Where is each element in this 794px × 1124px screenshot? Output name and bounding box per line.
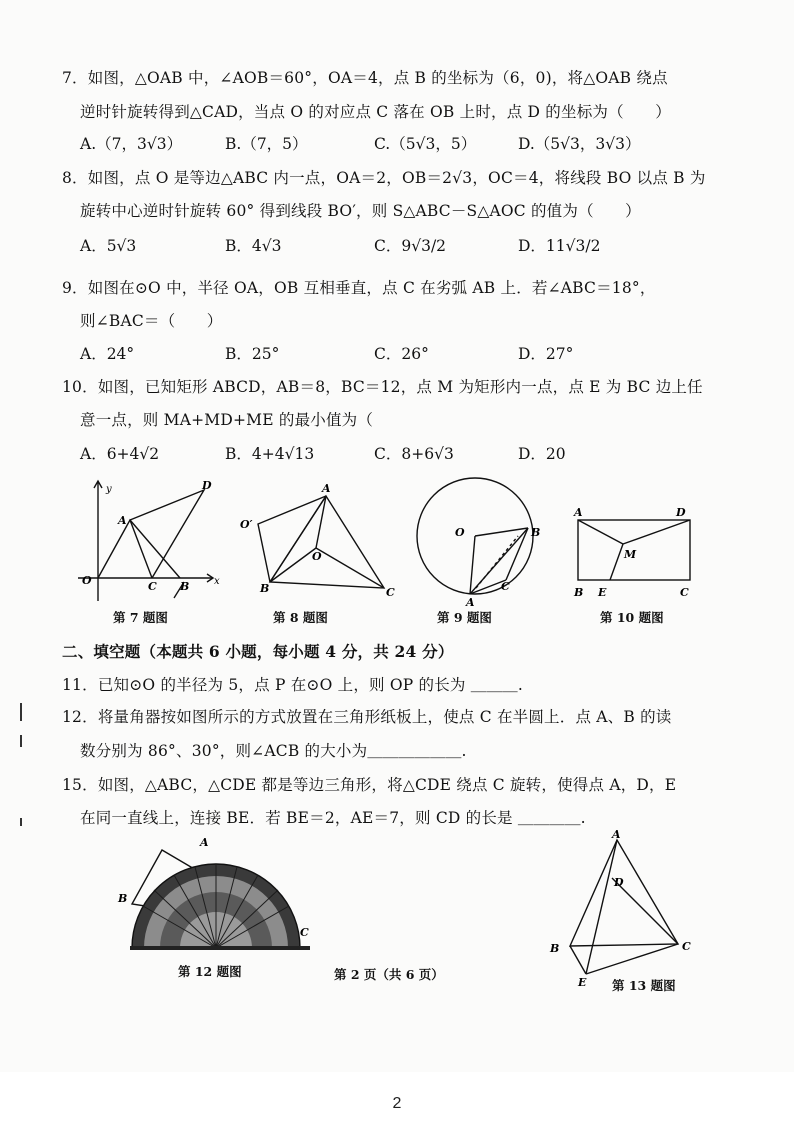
fig13-label-a: A <box>612 828 621 841</box>
fig8-label-o: O <box>312 550 322 563</box>
fig13-label-c: C <box>682 940 691 953</box>
fig10-label-d: D <box>676 506 686 519</box>
q10-line1: 10．如图，已知矩形 ABCD，AB＝8，BC＝12，点 M 为矩形内一点，点 E 为 BC 边上任 <box>62 378 703 396</box>
q8-line1: 8．如图，点 O 是等边△ABC 内一点，OA＝2，OB＝2√3，OC＝4，将线段 BO 以点 B 为 <box>62 169 706 187</box>
fig9-label-c: C <box>501 580 510 593</box>
fig7-label-x: x <box>214 576 220 587</box>
figure-q8 <box>232 476 402 606</box>
figure-q7 <box>70 476 230 606</box>
q9-option-c: C．26° <box>374 345 429 363</box>
figure-q10 <box>566 496 706 606</box>
fig7-label-d: D <box>202 479 212 492</box>
fig7-label-c: C <box>148 580 157 593</box>
fig7-label-o: O <box>82 574 92 587</box>
fig9-label-o: O <box>455 526 465 539</box>
fig7-label-a: A <box>118 514 127 527</box>
q11-text: 11．已知⊙O 的半径为 5，点 P 在⊙O 上，则 OP 的长为 ＿＿＿. <box>62 676 523 694</box>
q8-option-b: B．4√3 <box>225 237 282 255</box>
fig10-label-c: C <box>680 586 689 599</box>
q9-option-d: D．27° <box>518 345 574 363</box>
page-info: 第 2 页（共 6 页） <box>334 967 444 982</box>
fig9-label-b: B <box>531 526 541 539</box>
fig10-caption: 第 10 题图 <box>600 610 664 625</box>
q7-line2: 逆时针旋转得到△CAD，当点 O 的对应点 C 落在 OB 上时，点 D 的坐标为（ ） <box>80 103 671 121</box>
fig13-label-b: B <box>550 942 560 955</box>
margin-mark <box>20 703 22 721</box>
q12-line1: 12．将量角器按如图所示的方式放置在三角形纸板上，使点 C 在半圆上．点 A、B 的读 <box>62 708 672 726</box>
q7-option-d: D.（5√3，3√3） <box>518 135 641 153</box>
q8-option-c: C．9√3/2 <box>374 237 447 255</box>
q10-option-c: C．8+6√3 <box>374 445 454 463</box>
margin-mark <box>20 735 22 747</box>
figure-q12 <box>110 832 330 957</box>
q15-line1: 15．如图，△ABC，△CDE 都是等边三角形，将△CDE 绕点 C 旋转，使得点 A，D，E <box>62 776 677 794</box>
margin-mark <box>20 818 22 826</box>
q9-option-b: B．25° <box>225 345 280 363</box>
q12-line2: 数分别为 86°、30°，则∠ACB 的大小为＿＿＿＿＿＿. <box>80 742 467 760</box>
q8-option-d: D．11√3/2 <box>518 237 601 255</box>
section-fill-in-blank-title: 二、填空题（本题共 6 小题，每小题 4 分，共 24 分） <box>62 642 454 661</box>
fig10-label-e: E <box>598 586 607 599</box>
q7-option-c: C.（5√3，5） <box>374 135 477 153</box>
q10-option-d: D．20 <box>518 445 566 463</box>
fig12-caption: 第 12 题图 <box>178 964 242 979</box>
q7-option-b: B.（7，5） <box>225 135 308 153</box>
q7-line1: 7．如图，△OAB 中，∠AOB＝60°，OA＝4，点 B 的坐标为（6，0)，将△OAB 绕点 <box>62 69 668 87</box>
q8-line2: 旋转中心逆时针旋转 60° 得到线段 BO′，则 S△ABC－S△AOC 的值为（ ） <box>80 202 641 220</box>
fig9-label-a: A <box>466 596 475 608</box>
fig13-caption: 第 13 题图 <box>612 978 676 993</box>
q10-option-b: B．4+4√13 <box>225 445 315 463</box>
fig7-label-b: B <box>180 580 190 593</box>
fig8-label-c: C <box>386 586 395 599</box>
q8-option-a: A．5√3 <box>80 237 137 255</box>
q15-line2: 在同一直线上，连接 BE．若 BE＝2，AE＝7，则 CD 的长是 ＿＿＿＿. <box>80 809 586 827</box>
page-number: 2 <box>392 1095 402 1112</box>
fig7-caption: 第 7 题图 <box>113 610 168 625</box>
fig9-caption: 第 9 题图 <box>437 610 492 625</box>
fig10-label-b: B <box>574 586 584 599</box>
q9-line2: 则∠BAC＝（ ） <box>80 312 223 330</box>
fig10-label-m: M <box>624 548 637 561</box>
fig13-label-e: E <box>578 976 587 989</box>
fig8-label-o-prime: O′ <box>240 518 253 531</box>
q9-line1: 9．如图在⊙O 中，半径 OA，OB 互相垂直，点 C 在劣弧 AB 上．若∠ABC＝18°， <box>62 279 656 297</box>
q7-option-a: A.（7，3√3） <box>80 135 183 153</box>
fig12-label-c: C <box>300 926 309 939</box>
fig12-label-b: B <box>118 892 128 905</box>
q10-option-a: A．6+4√2 <box>80 445 160 463</box>
fig12-label-a: A <box>200 836 209 849</box>
fig8-caption: 第 8 题图 <box>273 610 328 625</box>
fig10-label-a: A <box>574 506 583 519</box>
fig7-label-y: y <box>106 484 112 495</box>
figure-q9 <box>400 470 550 608</box>
fig13-label-d: D <box>614 876 624 889</box>
q10-line2: 意一点，则 MA+MD+ME 的最小值为（ <box>80 411 374 429</box>
figure-q13 <box>540 828 710 990</box>
fig8-label-b: B <box>260 582 270 595</box>
fig8-label-a: A <box>322 482 331 495</box>
q9-option-a: A．24° <box>80 345 135 363</box>
